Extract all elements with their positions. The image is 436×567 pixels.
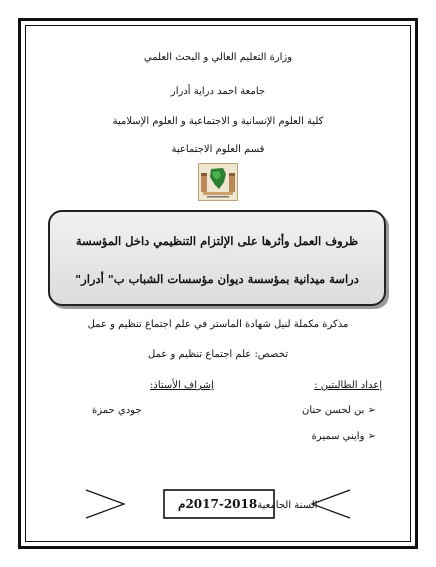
supervisor-name: جودي حمزة [92,405,142,416]
faculty-heading: كلية العلوم الإنسانية و الاجتماعية و العلوم الإسلامية [112,116,324,127]
supervisor-heading: إشراف الأستاذ: [150,380,214,391]
thesis-description: مذكرة مكملة لنيل شهادة الماستر في علم اجتماع تنظيم و عمل [87,319,349,330]
thesis-title-line-2: دراسة ميدانية بمؤسسة ديوان مؤسسات الشباب ب" أدرار" [75,272,359,286]
students-heading: إعداد الطالبتين : [314,380,382,391]
thesis-title-box [48,210,386,306]
thesis-specialty: تخصص: علم اجتماع تنظيم و عمل [148,349,288,360]
ministry-heading: وزارة التعليم العالي و البحث العلمي [143,52,293,63]
student-name-1: ➢ بن لحسن حنان [302,405,376,416]
student-name-2: ➢ وايني سميرة [311,431,376,442]
thesis-cover-page [30,30,406,537]
academic-year: السنة الجامعية2018-2017م [178,497,318,511]
university-heading: جامعة احمد دراية أدرار [170,86,266,97]
university-emblem-icon [198,163,238,201]
checkmark-arrow-icon: ➢ [367,405,376,416]
thesis-title-line-1: ظروف العمل وأثرها على الإلتزام التنظيمي داخل المؤسسة [75,234,359,248]
checkmark-arrow-icon: ➢ [367,431,376,442]
department-heading: قسم العلوم الاجتماعية [171,144,265,155]
